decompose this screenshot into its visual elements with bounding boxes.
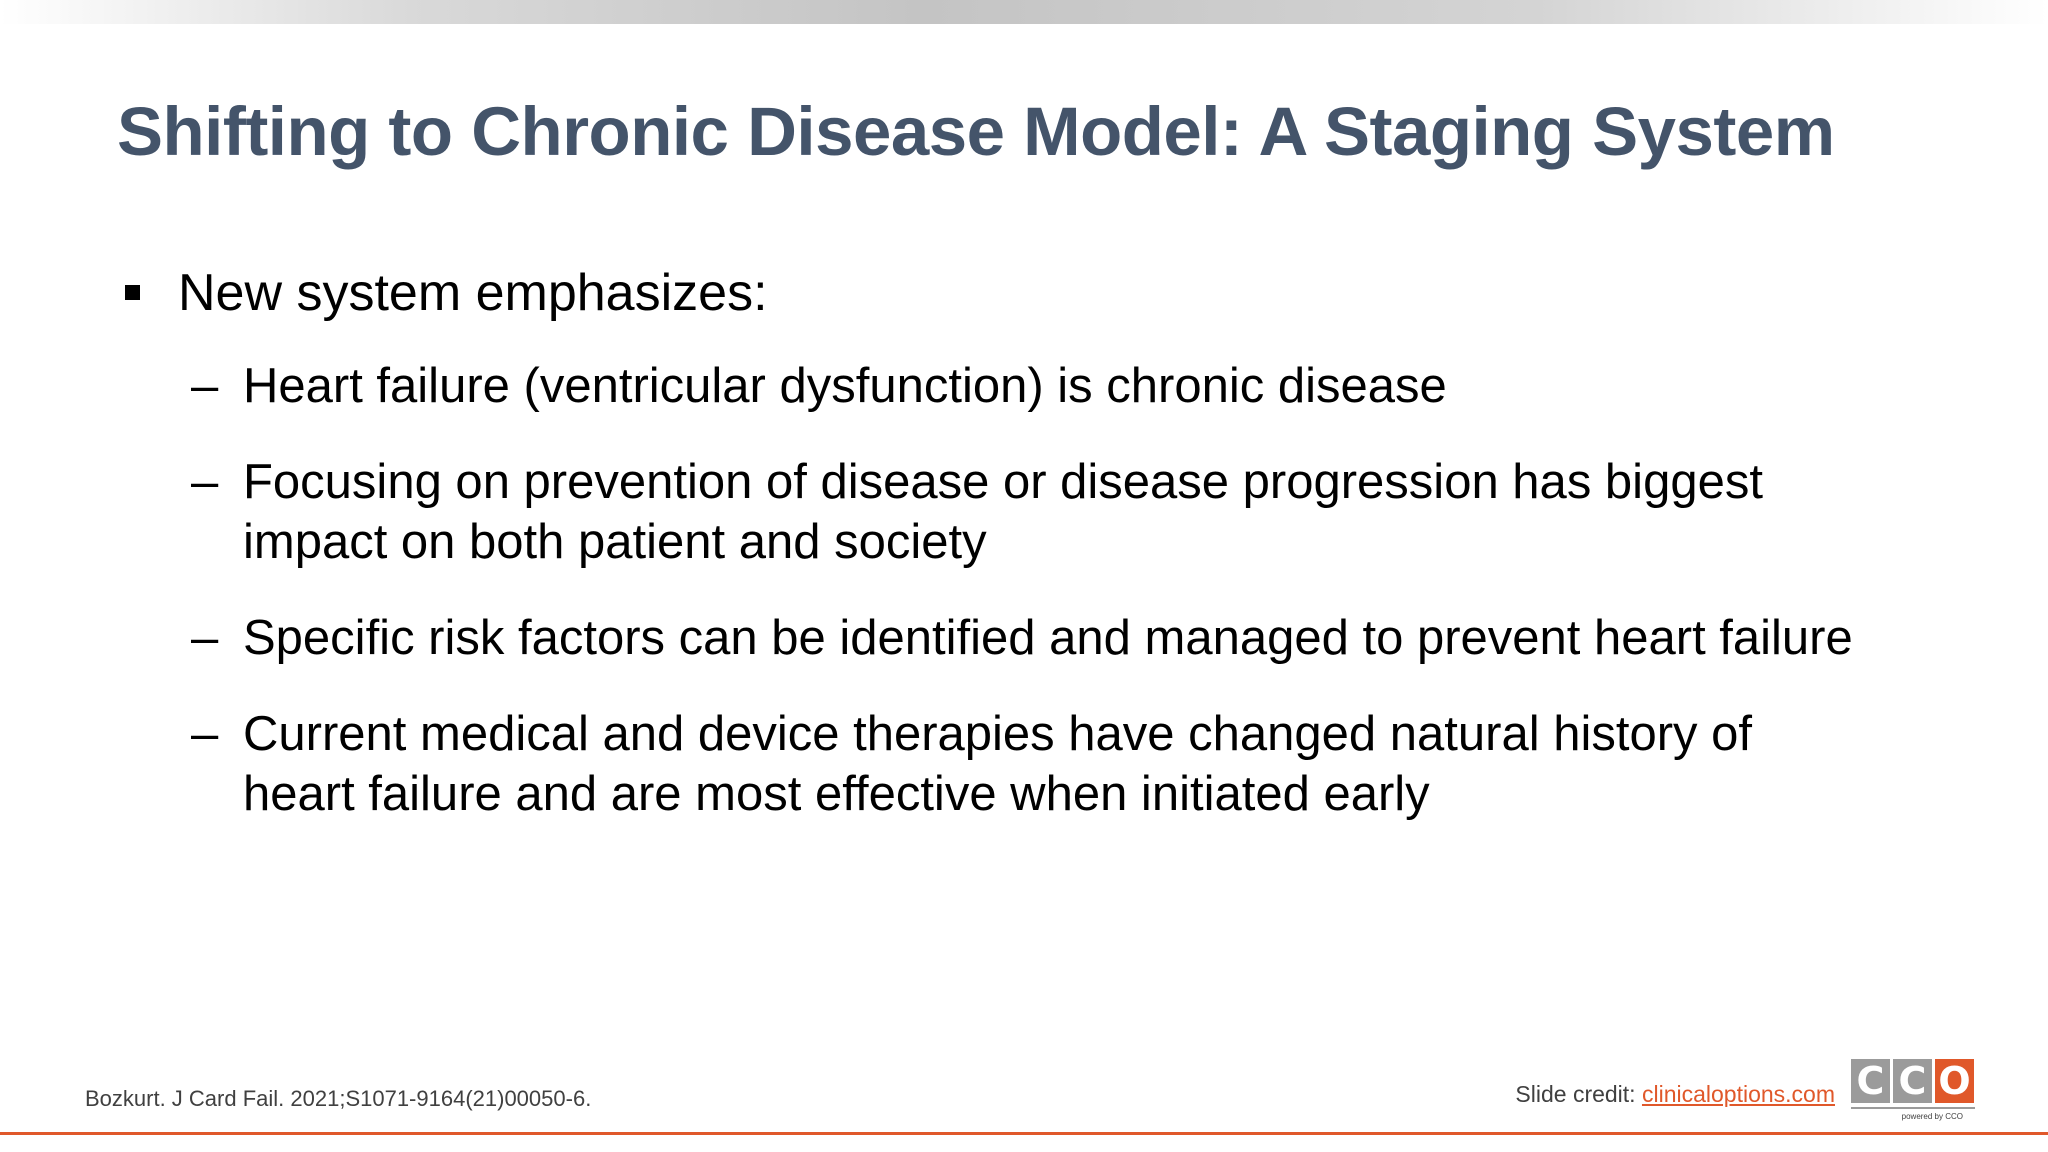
top-gradient-band (0, 0, 2048, 24)
square-bullet-icon (125, 285, 140, 300)
logo-letters (1851, 1059, 1975, 1103)
logo-divider (1851, 1107, 1975, 1109)
logo-letter-c1: C (1851, 1059, 1890, 1103)
cco-logo (1851, 1059, 1975, 1125)
citation-reference: Bozkurt. J Card Fail. 2021;S1071-9164(21)00050-6. (85, 1086, 592, 1111)
credit-link[interactable]: clinicaloptions.com (1641, 1081, 1835, 1107)
logo-letter-o: O (1935, 1059, 1974, 1103)
sub-bullet-text: Heart failure (ventricular dysfunction) is chronic disease (243, 359, 1447, 413)
sub-bullet-item (191, 704, 1867, 824)
main-bullet (117, 262, 1867, 324)
sub-bullet-list (191, 356, 1867, 824)
dash-bullet-icon: – (191, 455, 219, 509)
logo-letter-c2: C (1893, 1059, 1932, 1103)
slide-content (117, 262, 1867, 860)
slide-title: Shifting to Chronic Disease Model: A Staging System (117, 93, 1835, 170)
dash-bullet-icon: – (191, 707, 219, 761)
sub-bullet-item (191, 452, 1867, 572)
slide-credit (1515, 1081, 1835, 1108)
dash-bullet-icon: – (191, 611, 219, 665)
logo-powered-by: powered by CCO (1901, 1112, 1963, 1121)
credit-label: Slide credit: (1515, 1081, 1642, 1107)
sub-bullet-text: Focusing on prevention of disease or disease progression has biggest impact on both patient and society (243, 455, 1763, 569)
dash-bullet-icon: – (191, 359, 219, 413)
sub-bullet-text: Current medical and device therapies have changed natural history of heart failure and are most effective when initiated early (243, 707, 1752, 821)
main-bullet-text: New system emphasizes: (178, 264, 768, 322)
sub-bullet-item (191, 356, 1867, 416)
bottom-accent-rule (0, 1132, 2048, 1135)
sub-bullet-text: Specific risk factors can be identified and managed to prevent heart failure (243, 611, 1853, 665)
sub-bullet-item (191, 608, 1867, 668)
